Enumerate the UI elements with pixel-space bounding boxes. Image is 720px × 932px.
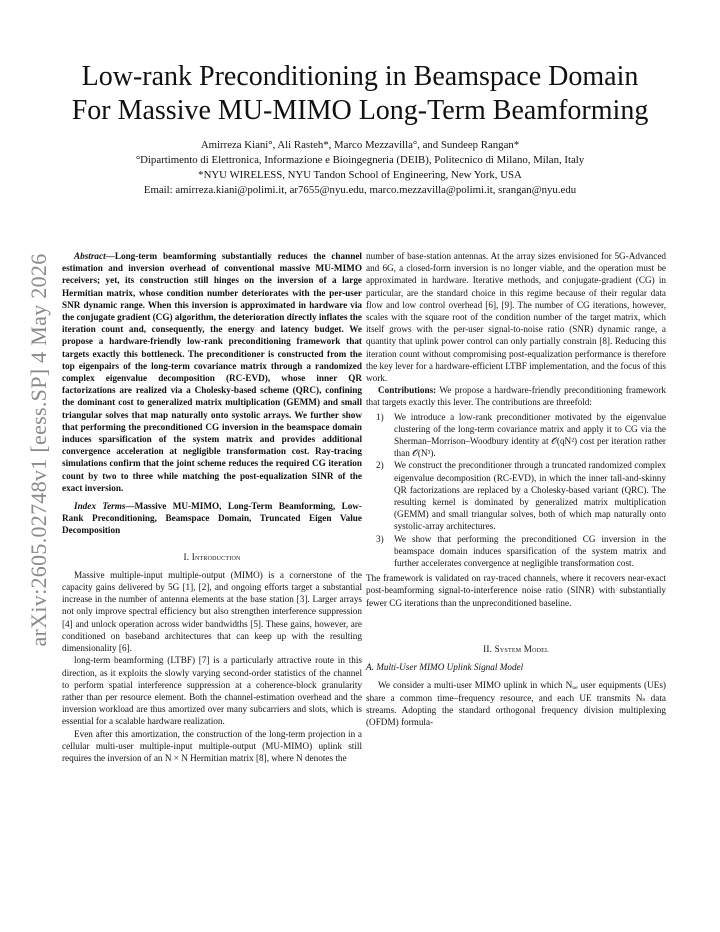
intro-paragraph-4: number of base-station antennas. At the array sizes envisioned for 5G-Advanced and 6G, a closed-form inversion is no longer viable, and the operation must be approximated in hardware. Iterative methods, and conjugate-gradient (CG) in particular, are the standard choice in this regime because of their regular data flow and low control overhead [6], [9]. The number of CG iterations, however, scales with the square root of the condition number of the target matrix, which itself grows with the per-user signal-to-noise ratio (SNR) dynamic range, a quantity that uplink power control can only partially constrain [8]. Reducing this iteration count without compromising post-equalization performance is therefore the key lever for a hardware-efficient LTBF implementation, and the focus of this work. (366, 251, 666, 384)
index-terms-text: —Massive MU-MIMO, Long-Term Beamforming, Low-Rank Preconditioning, Beamspace Domain, Truncated Eigen Value Decomposition (62, 501, 362, 536)
intro-paragraph-2: long-term beamforming (LTBF) [7] is a particularly attractive route in this direction, as it exploits the slowly varying second-order statistics of the channel to perform spatial interference suppression at a coherence-block granularity rather than per resource element. Both the channel-estimation overhead and the inversion workload are thus amortized over many subcarriers and slots, which is essential for a scalable hardware realization. (62, 655, 362, 727)
affiliation-nyu: *NYU WIRELESS, NYU Tandon School of Engineering, New York, USA (198, 169, 522, 181)
list-item (366, 533, 666, 570)
author-block (0, 138, 720, 198)
intro-closing-paragraph: The framework is validated on ray-traced channels, where it recovers near-exact post-beamforming signal-to-interference noise ratio (SINR) with substantially fewer CG iterations than the unpreconditioned baseline. (366, 573, 666, 608)
list-item-number: 1) (376, 411, 384, 422)
abstract-text: —Long-term beamforming substantially reduces the channel estimation and inversion overhead of conventional massive MU-MIMO receivers; yet, its construction still hinges on the inversion of a large Hermitian matrix, whose condition number deteriorates with the per-user SNR dynamic range. When this inversion is approximated in hardware via the conjugate gradient (CG) algorithm, the deterioration directly inflates the iteration count and, consequently, the energy and latency budget. We propose a hardware-friendly low-rank preconditioning framework that targets exactly this bottleneck. The preconditioner is constructed from the top eigenpairs of the long-term covariance matrix through a randomized complex eigenvalue decomposition (RC-EVD), whose inner QR factorizations are realized via a Cholesky-based scheme (QRC), confining the dominant cost to generalized matrix multiplication (GEMM) and small triangular solves that map naturally onto systolic arrays. We further show that performing the preconditioned CG inversion in the beamspace domain induces sparsification of the system matrix and provides additional convergence acceleration at negligible transformation cost. Ray-tracing simulations confirm that the joint scheme reduces the required CG iteration count by two to three while matching the post-equalization SINR of the exact inversion. (62, 251, 362, 493)
list-item-number: 2) (376, 460, 384, 471)
index-terms-label: Index Terms (74, 501, 126, 512)
title-line-2: For Massive MU-MIMO Long-Term Beamforming (71, 95, 649, 126)
system-model-paragraph-1: We consider a multi-user MIMO uplink in which Nᵤₑ user equipments (UEs) share a common time–frequency resource, and each UE transmits Nₛ data streams. Adopting the standard orthogonal frequency division multiplexing (OFDM) formula- (366, 680, 666, 727)
list-item (366, 459, 666, 532)
title-line-1: Low-rank Preconditioning in Beamspace Domain (81, 61, 639, 92)
list-item-text: We show that performing the preconditioned CG inversion in the beamspace domain induces sparsification of the system matrix and further accelerates convergence at negligible transformation cost. (394, 533, 666, 569)
section-heading-introduction: I. Introduction (183, 551, 241, 562)
contributions-label: Contributions: (378, 385, 437, 396)
author-names: Amirreza Kiani°, Ali Rasteh*, Marco Mezzavilla°, and Sundeep Rangan* (200, 139, 520, 151)
right-column (366, 250, 666, 728)
list-item-number: 3) (376, 533, 384, 544)
affiliation-polimi: °Dipartimento di Elettronica, Informazione e Bioingegneria (DEIB), Politecnico di Milano, Milan, Italy (135, 154, 585, 166)
index-terms (62, 500, 362, 537)
list-item (366, 411, 666, 460)
intro-paragraph-3: Even after this amortization, the construction of the long-term projection in a cellular multi-user multiple-input multiple-output (MU-MIMO) uplink still requires the inversion of an N × N Hermitian matrix [8], where N denotes the (62, 728, 362, 763)
contributions-paragraph (366, 384, 666, 408)
intro-paragraph-1: Massive multiple-input multiple-output (MIMO) is a cornerstone of the capacity gains delivered by 5G [1], [2], and ongoing efforts target a substantial increase in the number of antenna elements at the base station [3]. Larger arrays not only improve spectral efficiency but also strengthen interference suppression [4] and unlock operation across wider bandwidths [5]. These gains, however, are conditioned on baseband architectures that can keep up with the resulting dimensionality [6]. (62, 569, 362, 654)
paper-title (0, 60, 720, 128)
list-item-text: We construct the preconditioner through a truncated randomized complex eigenvalue decomposition (RC-EVD), in which the inner tall-and-skinny QR factorizations are replaced by a Cholesky-based variant (QRC). The resulting kernel is dominated by generalized matrix multiplication (GEMM) and small triangular solves, both of which map naturally onto systolic-array architectures. (394, 460, 666, 532)
subsection-heading: A. Multi-User MIMO Uplink Signal Model (366, 662, 524, 673)
arxiv-stamp (22, 250, 56, 650)
section-heading-system-model: II. System Model (483, 643, 549, 654)
abstract (62, 250, 362, 494)
left-column (62, 250, 362, 764)
contributions-intro: We propose a hardware-friendly preconditioning framework that targets exactly this lever. The contributions are threefold: (366, 385, 666, 408)
author-emails: Email: amirreza.kiani@polimi.it, ar7655@nyu.edu, marco.mezzavilla@polimi.it, srangan@nyu.edu (143, 184, 577, 196)
arxiv-stamp-text: arXiv:2605.02748v1 [eess.SP] 4 May 2026 (26, 253, 51, 647)
contributions-list (366, 411, 666, 570)
list-item-text: We introduce a low-rank preconditioner motivated by the eigenvalue clustering of the long-term covariance matrix and apply it to CG via the Sherman–Morrison–Woodbury identity at 𝒪(qN²) cost per iteration rather than 𝒪(N³). (394, 411, 666, 459)
abstract-label: Abstract (74, 251, 106, 261)
